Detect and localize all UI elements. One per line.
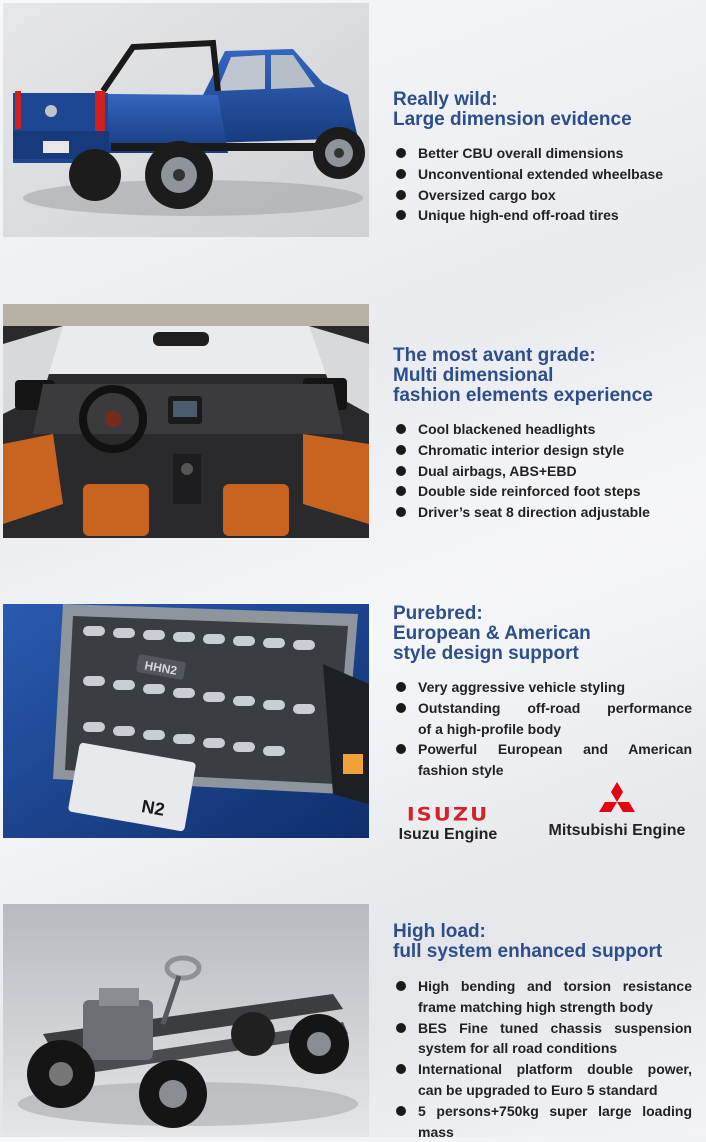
list-item: Outstanding off-road performance of a high-profile body xyxy=(396,698,692,740)
list-item: Chromatic interior design style xyxy=(396,440,692,461)
grille-badge: HHN2 xyxy=(143,658,179,678)
plate-text: N2 xyxy=(140,796,167,820)
list-item: Very aggressive vehicle styling xyxy=(396,677,692,698)
list-item: High bending and torsion resistance frame matching high strength body xyxy=(396,976,692,1018)
section-heading: The most avant grade: Multi dimensional fashion elements experience xyxy=(393,345,653,406)
list-item: Dual airbags, ABS+EBD xyxy=(396,461,692,482)
section-heading: Really wild: Large dimension evidence xyxy=(393,89,632,130)
feature-list xyxy=(396,143,692,226)
mitsubishi-engine-logo xyxy=(544,782,690,840)
section-enhanced-support xyxy=(0,900,706,1140)
section-fashion-elements xyxy=(0,300,706,550)
feature-list xyxy=(396,677,692,781)
list-item: 5 persons+750kg super large loading mass xyxy=(396,1101,692,1142)
list-item: International platform double power, can be upgraded to Euro 5 standard xyxy=(396,1059,692,1101)
list-item: BES Fine tuned chassis suspension system for all road conditions xyxy=(396,1018,692,1060)
feature-list xyxy=(396,976,692,1142)
chassis-illustration xyxy=(3,904,369,1137)
list-item: Double side reinforced foot steps xyxy=(396,481,692,502)
truck-rear-photo xyxy=(3,3,369,237)
list-item: Driver’s seat 8 direction adjustable xyxy=(396,502,692,523)
list-item: Better CBU overall dimensions xyxy=(396,143,692,164)
feature-list xyxy=(396,419,692,523)
grille-photo xyxy=(3,604,369,838)
list-item: Unconventional extended wheelbase xyxy=(396,164,692,185)
list-item: Cool blackened headlights xyxy=(396,419,692,440)
isuzu-engine-logo xyxy=(393,802,503,844)
truck-rear-illustration xyxy=(3,3,369,237)
chassis-photo xyxy=(3,904,369,1137)
section-design-support xyxy=(0,590,706,860)
grille-illustration xyxy=(3,604,369,838)
isuzu-engine-label: Isuzu Engine xyxy=(398,826,498,843)
interior-illustration xyxy=(3,304,369,538)
section-heading: High load: full system enhanced support xyxy=(393,921,663,962)
mitsubishi-engine-label: Mitsubishi Engine xyxy=(548,822,686,839)
section-large-dimension xyxy=(0,0,706,260)
section-heading: Purebred: European & American style design support xyxy=(393,603,591,664)
list-item: Unique high-end off-road tires xyxy=(396,205,692,226)
interior-photo xyxy=(3,304,369,538)
list-item: Oversized cargo box xyxy=(396,185,692,206)
list-item: Powerful European and American fashion style xyxy=(396,739,692,781)
mitsubishi-three-diamonds-icon xyxy=(595,782,639,820)
isuzu-logo: ISUZU xyxy=(406,803,490,825)
